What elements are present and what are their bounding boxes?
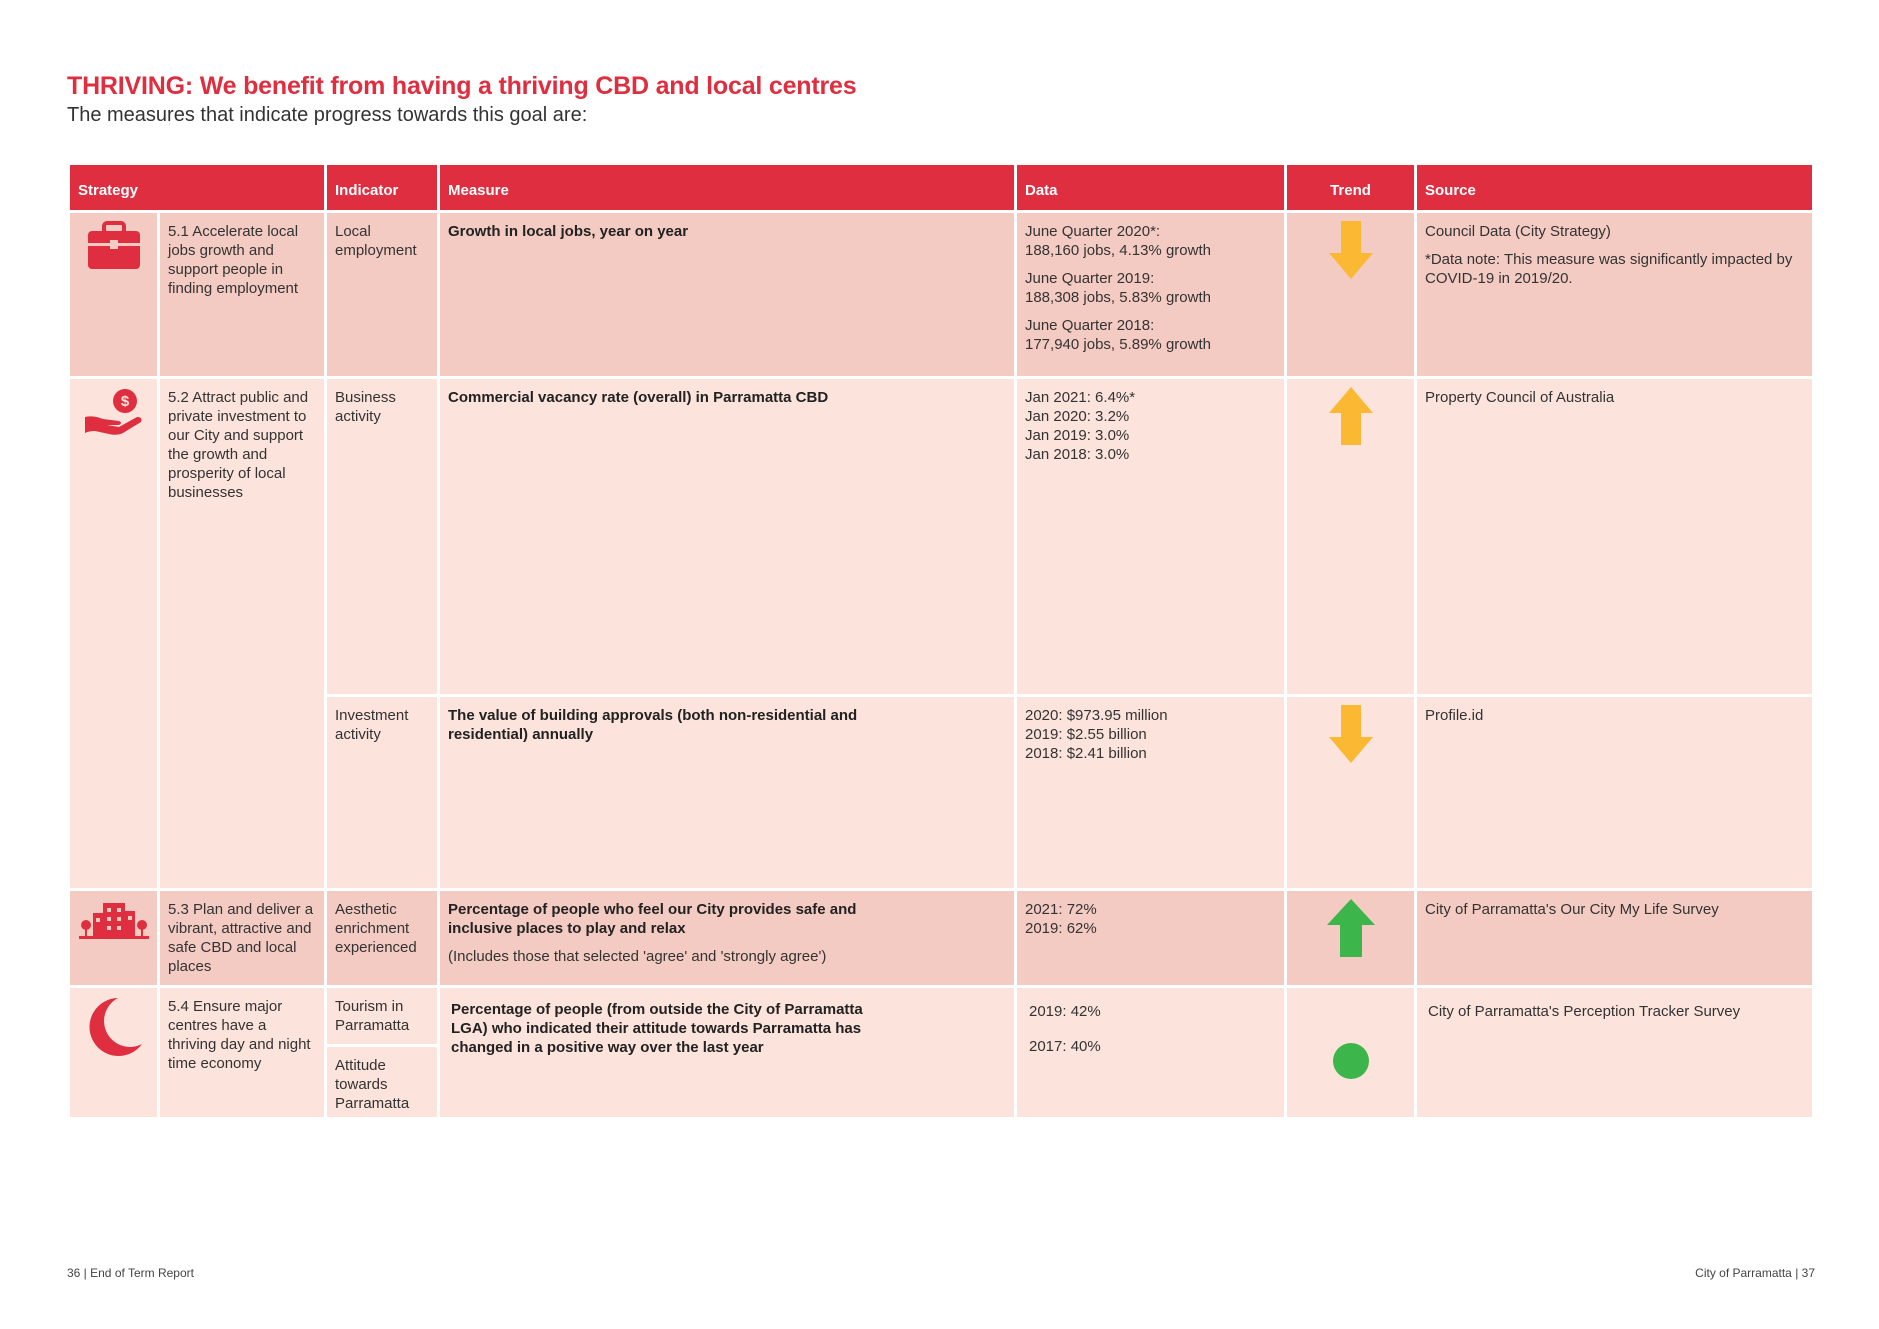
- data-line: 2019: 42%: [1029, 1003, 1101, 1020]
- trend-cell: [1286, 890, 1416, 987]
- measure-cell: [439, 890, 1016, 987]
- header-source: Source: [1416, 164, 1814, 212]
- measure-text: Commercial vacancy rate (overall) in Parramatta CBD: [439, 378, 1016, 696]
- strategy-icon-cell: [69, 378, 159, 890]
- source-text: City of Parramatta's Perception Tracker Survey: [1416, 987, 1814, 1119]
- source-text: Council Data (City Strategy): [1425, 223, 1611, 240]
- measure-text: Percentage of people (from outside the City of Parramatta LGA) who indicated their attitude towards Parramatta has changed in a positive way over the last year: [451, 1001, 863, 1056]
- measures-table-wrapper: [67, 162, 1812, 1120]
- strategy-text: 5.2 Attract public and private investment to our City and support the growth and prosperity of local businesses: [159, 378, 326, 890]
- data-line: 188,308 jobs, 5.83% growth: [1025, 289, 1211, 306]
- trend-cell: [1286, 378, 1416, 696]
- table-row: [69, 212, 1814, 378]
- page-title: THRIVING: We benefit from having a thriving CBD and local centres: [67, 72, 857, 100]
- data-line: 177,940 jobs, 5.89% growth: [1025, 336, 1211, 353]
- trend-cell: [1286, 987, 1416, 1119]
- strategy-icon-cell: [69, 212, 159, 378]
- data-cell: [1016, 987, 1286, 1119]
- data-cell: [1016, 212, 1286, 378]
- data-cell: [1016, 378, 1286, 696]
- table-header-row: [69, 164, 1814, 212]
- table-row: [69, 696, 1814, 890]
- strategy-text: 5.3 Plan and deliver a vibrant, attractive and safe CBD and local places: [159, 890, 326, 987]
- measure-note: (Includes those that selected 'agree' and 'strongly agree'): [448, 948, 827, 965]
- footer-right: City of Parramatta | 37: [1695, 1266, 1815, 1280]
- data-cell: [1016, 890, 1286, 987]
- header-measure: Measure: [439, 164, 1016, 212]
- measures-table: [67, 162, 1815, 1120]
- measure-text: Percentage of people who feel our City provides safe and inclusive places to play and relax: [448, 901, 857, 937]
- data-line: Jan 2019: 3.0%: [1025, 427, 1130, 444]
- measure-text: [439, 696, 1016, 890]
- indicator-text: Aesthetic enrichment experienced: [326, 890, 439, 987]
- strategy-icon-cell: [69, 987, 159, 1119]
- indicator-text: Business activity: [326, 378, 439, 696]
- briefcase-icon: [86, 221, 142, 271]
- data-line: Jan 2020: 3.2%: [1025, 408, 1130, 425]
- arrow-up-green-icon: [1325, 899, 1377, 959]
- data-line: June Quarter 2020*:: [1025, 223, 1161, 240]
- arrow-down-icon: [1327, 221, 1375, 281]
- data-line: 2020: $973.95 million: [1025, 707, 1168, 724]
- data-line: 2019: $2.55 billion: [1025, 726, 1147, 743]
- measure-text: Growth in local jobs, year on year: [439, 212, 1016, 378]
- strategy-icon-cell: [69, 890, 159, 987]
- data-line: June Quarter 2019:: [1025, 270, 1155, 287]
- data-line: 2021: 72%: [1025, 901, 1097, 918]
- source-text: Profile.id: [1416, 696, 1814, 890]
- neutral-dot-icon: [1331, 1041, 1371, 1081]
- strategy-text: 5.4 Ensure major centres have a thriving day and night time economy: [159, 987, 326, 1119]
- source-text: City of Parramatta's Our City My Life Survey: [1416, 890, 1814, 987]
- indicator-text-bottom: Attitude towards Parramatta: [335, 1057, 410, 1112]
- header-data: Data: [1016, 164, 1286, 212]
- strategy-text: 5.1 Accelerate local jobs growth and support people in finding employment: [159, 212, 326, 378]
- city-buildings-icon: [79, 899, 149, 941]
- indicator-text: Investment activity: [326, 696, 439, 890]
- data-line: 188,160 jobs, 4.13% growth: [1025, 242, 1211, 259]
- data-line: June Quarter 2018:: [1025, 317, 1155, 334]
- trend-cell: [1286, 696, 1416, 890]
- table-row: [69, 890, 1814, 987]
- indicator-text: Local employment: [326, 212, 439, 378]
- page-subtitle: The measures that indicate progress towards this goal are:: [67, 104, 588, 126]
- data-line: 2017: 40%: [1029, 1038, 1101, 1055]
- indicator-cell: [326, 987, 439, 1119]
- data-cell: [1016, 696, 1286, 890]
- svg-text:$: $: [120, 393, 129, 410]
- source-cell: [1416, 212, 1814, 378]
- data-line: Jan 2021: 6.4%*: [1025, 389, 1136, 406]
- source-note: *Data note: This measure was significantly impacted by COVID-19 in 2019/20.: [1425, 251, 1793, 287]
- measure-cell: [439, 987, 1016, 1119]
- header-strategy: Strategy: [69, 164, 326, 212]
- table-row: [69, 378, 1814, 696]
- crescent-moon-icon: [84, 996, 144, 1058]
- data-line: 2019: 62%: [1025, 920, 1097, 937]
- header-indicator: Indicator: [326, 164, 439, 212]
- measure-text-value: The value of building approvals (both non-residential and residential) annually: [448, 707, 858, 743]
- hand-money-icon: [83, 387, 145, 437]
- header-trend: Trend: [1286, 164, 1416, 212]
- data-line: 2018: $2.41 billion: [1025, 745, 1147, 762]
- arrow-down-icon: [1327, 705, 1375, 765]
- footer-left: 36 | End of Term Report: [67, 1266, 194, 1280]
- source-text: Property Council of Australia: [1416, 378, 1814, 696]
- arrow-up-icon: [1327, 387, 1375, 447]
- data-line: Jan 2018: 3.0%: [1025, 446, 1130, 463]
- indicator-text-top: Tourism in Parramatta: [327, 997, 437, 1047]
- trend-cell: [1286, 212, 1416, 378]
- table-row: [69, 987, 1814, 1119]
